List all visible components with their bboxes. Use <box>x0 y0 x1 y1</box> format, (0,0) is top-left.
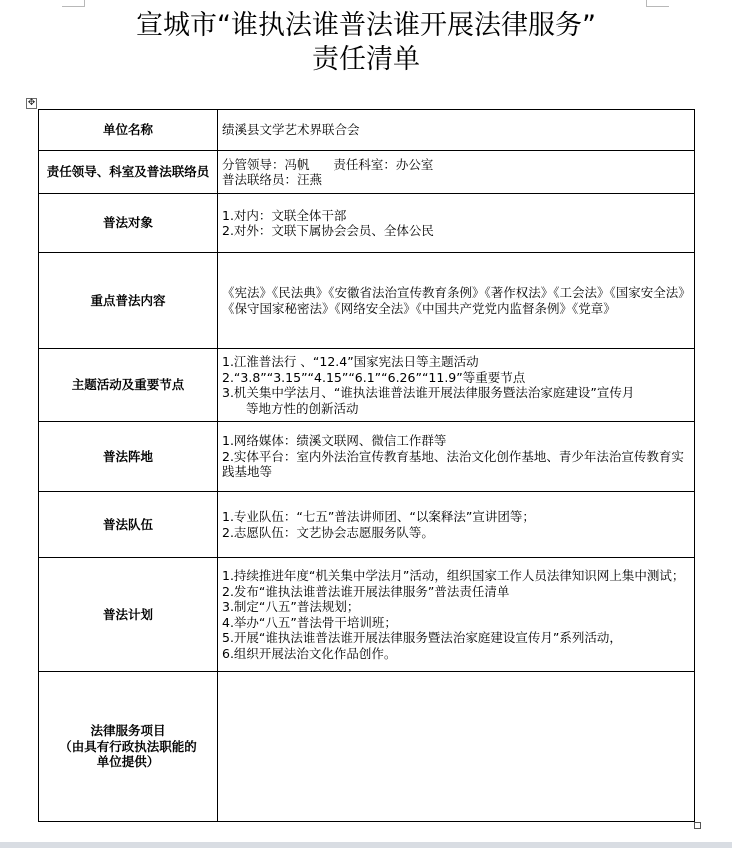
leader-line: 分管领导：冯帆 责任科室：办公室 <box>222 156 434 172</box>
plan-item: 3.制定“八五”普法规划； <box>222 599 360 614</box>
table-row-plan <box>39 558 695 672</box>
row-value-activities[interactable] <box>218 349 695 422</box>
row-value-positions[interactable] <box>218 422 695 492</box>
plan-item: 4.举办“八五”普法骨干培训班； <box>222 614 397 630</box>
row-value-unit[interactable] <box>218 110 695 151</box>
position-item: 2.实体平台：室内外法治宣传教育基地、法治文化创作基地、青少年法治宣传教育实践基地等 <box>222 448 684 480</box>
unit-name: 绩溪县文学艺术界联合会 <box>222 122 360 138</box>
row-value-targets[interactable] <box>218 194 695 253</box>
table-row-teams <box>39 492 695 558</box>
plan-item: 5.开展“谁执法谁普法谁开展法律服务暨法治家庭建设宣传月”系列活动， <box>222 630 622 645</box>
team-item: 2.志愿队伍：文艺协会志愿服务队等。 <box>222 524 434 540</box>
row-value-legal-services[interactable] <box>218 672 695 822</box>
row-label-activities: 主题活动及重要节点 <box>39 349 218 422</box>
window-bottom-edge <box>0 842 732 848</box>
legal-services-label-line: 法律服务项目 <box>90 723 166 739</box>
page-corner-mark-left <box>62 0 85 7</box>
key-content-text: 《宪法》《民法典》《安徽省法治宣传教育条例》《著作权法》《工会法》《国家安全法》《保守国家秘密法》《网络安全法》《中国共产党党内监督条例》《党章》 <box>222 285 685 316</box>
target-item: 1.对内：文联全体干部 <box>222 207 347 223</box>
row-label-targets: 普法对象 <box>39 194 218 253</box>
table-row-leaders <box>39 151 695 194</box>
table-row-positions <box>39 422 695 492</box>
plan-item: 2.发布“谁执法谁普法谁开展法律服务”普法责任清单 <box>222 583 510 599</box>
row-label-positions: 普法阵地 <box>39 422 218 492</box>
activity-item: 1.江淮普法行 、“12.4”国家宪法日等主题活动 <box>222 354 479 369</box>
table-row-activities <box>39 349 695 422</box>
table-row-key-content <box>39 253 695 349</box>
table-move-handle-icon[interactable]: ✥ <box>27 98 36 108</box>
legal-services-label-line: （由具有行政执法职能的 <box>59 738 197 754</box>
document-title-line1: 宣城市“谁执法谁普法谁开展法律服务” <box>136 10 596 41</box>
document-title-line2: 责任清单 <box>312 44 420 75</box>
row-label-teams: 普法队伍 <box>39 492 218 558</box>
activity-item-continuation: 等地方性的创新活动 <box>246 400 359 416</box>
table-row-unit <box>39 110 695 151</box>
target-item: 2.对外：文联下属协会会员、全体公民 <box>222 223 434 238</box>
legal-services-label-line: 单位提供） <box>96 754 160 770</box>
row-label-legal-services <box>39 672 218 822</box>
row-label-key-content: 重点普法内容 <box>39 253 218 349</box>
row-value-teams[interactable] <box>218 492 695 558</box>
row-value-plan[interactable] <box>218 558 695 672</box>
plan-item: 1.持续推进年度“机关集中学法月”活动，组织国家工作人员法律知识网上集中测试； <box>222 568 685 583</box>
row-label-unit: 单位名称 <box>39 110 218 151</box>
liaison-line: 普法联络员：汪燕 <box>222 172 323 187</box>
row-value-leaders[interactable] <box>218 151 695 194</box>
activity-item: 2.“3.8”“3.15”“4.15”“6.1”“6.26”“11.9”等重要节点 <box>222 369 526 385</box>
responsibility-table <box>38 109 695 822</box>
row-label-leaders: 责任领导、科室及普法联络员 <box>39 151 218 194</box>
activity-item: 3.机关集中学法月、“谁执法谁普法谁开展法律服务暨法治家庭建设”宣传月 <box>222 385 635 400</box>
table-resize-handle[interactable] <box>694 822 701 829</box>
table-row-targets <box>39 194 695 253</box>
row-value-key-content[interactable] <box>218 253 695 349</box>
table-row-legal-services <box>39 672 695 822</box>
plan-item: 6.组织开展法治文化作品创作。 <box>222 645 397 661</box>
page-corner-mark-right <box>646 0 669 7</box>
position-item: 1.网络媒体：绩溪文联网、微信工作群等 <box>222 433 447 449</box>
row-label-plan: 普法计划 <box>39 558 218 672</box>
team-item: 1.专业队伍：“七五”普法讲师团、“以案释法”宣讲团等； <box>222 509 535 524</box>
